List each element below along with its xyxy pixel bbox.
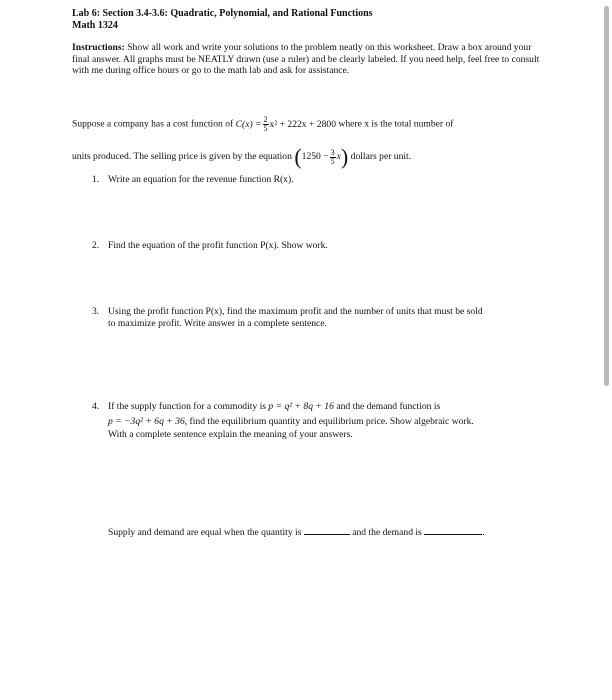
worksheet-title [72, 8, 373, 32]
question-text: Write an equation for the revenue function R(x). [108, 174, 294, 185]
question-line [108, 401, 474, 413]
cost-frac-den: 5 [263, 124, 268, 133]
cost-function [235, 115, 339, 133]
question-2 [92, 240, 552, 254]
quantity-blank[interactable] [304, 525, 350, 535]
question-text-part: and the demand function is [336, 401, 441, 412]
instructions-text: Show all work and write your solutions to the problem neatly on this worksheet. Draw a box around your final answer. All graphs must be NEATLY drawn (use a ruler) and be clearly labeled. If you need help, feel free to consult with me during office hours or go to the math lab and ask for assistance. [72, 42, 540, 77]
instructions-block [72, 42, 542, 77]
problem-intro-tail: where x is the total number of [338, 118, 454, 130]
cost-frac-num: 2 [263, 115, 268, 124]
title-line-1: Lab 6: Section 3.4-3.6: Quadratic, Polynomial, and Rational Functions [72, 8, 373, 19]
cost-lhs: C(x) = [235, 118, 262, 130]
cost-rest: x² + 222x + 2800 [269, 118, 336, 130]
answer-sentence [108, 525, 485, 539]
price-const: 1250 − [301, 151, 329, 163]
scrollbar-thumb[interactable] [604, 6, 609, 386]
supply-equation: p = q² + 8q + 16 [268, 401, 334, 412]
question-line: With a complete sentence explain the meaning of your answers. [108, 428, 353, 440]
problem-intro: Suppose a company has a cost function of [72, 118, 234, 130]
question-4 [92, 401, 562, 449]
demand-blank[interactable] [424, 525, 482, 535]
question-number: 1. [92, 174, 100, 185]
question-number: 2. [92, 240, 100, 251]
answer-end: . [482, 527, 485, 538]
instructions-label: Instructions: [72, 42, 125, 53]
question-number: 3. [92, 306, 100, 317]
problem-line2-text: units produced. The selling price is given by the equation [72, 151, 292, 163]
question-line [108, 416, 474, 428]
price-frac-den: 5 [330, 156, 335, 166]
price-var: x [336, 151, 341, 163]
question-1 [92, 174, 552, 188]
scrollbar-track[interactable] [600, 0, 612, 700]
question-text [108, 306, 483, 331]
demand-equation: p = −3q² + 6q + 36 [108, 416, 185, 428]
price-frac-num: 3 [330, 147, 335, 157]
answer-part-2: and the demand is [352, 527, 422, 538]
question-text-part: , find the equilibrium quantity and equilibrium price. Show algebraic work. [184, 416, 474, 428]
title-line-2: Math 1324 [72, 20, 118, 31]
problem-line-1 [72, 116, 454, 133]
cost-fraction [263, 116, 269, 133]
answer-part-1: Supply and demand are equal when the quantity is [108, 527, 302, 538]
problem-line-2 [72, 146, 411, 168]
question-line: Using the profit function P(x), find the maximum profit and the number of units that must be sold [108, 306, 483, 317]
question-text [108, 401, 474, 441]
problem-line2-tail: dollars per unit. [350, 151, 412, 163]
question-text-part: If the supply function for a commodity is [108, 401, 267, 412]
question-3 [92, 306, 562, 334]
question-text: Find the equation of the profit function P(x). Show work. [108, 240, 328, 251]
price-equation: (1250 − $\frac{3}{5}$ x) [294, 144, 349, 169]
price-fraction [330, 149, 336, 166]
question-line: to maximize profit. Write answer in a complete sentence. [108, 318, 327, 330]
question-number: 4. [92, 401, 100, 412]
